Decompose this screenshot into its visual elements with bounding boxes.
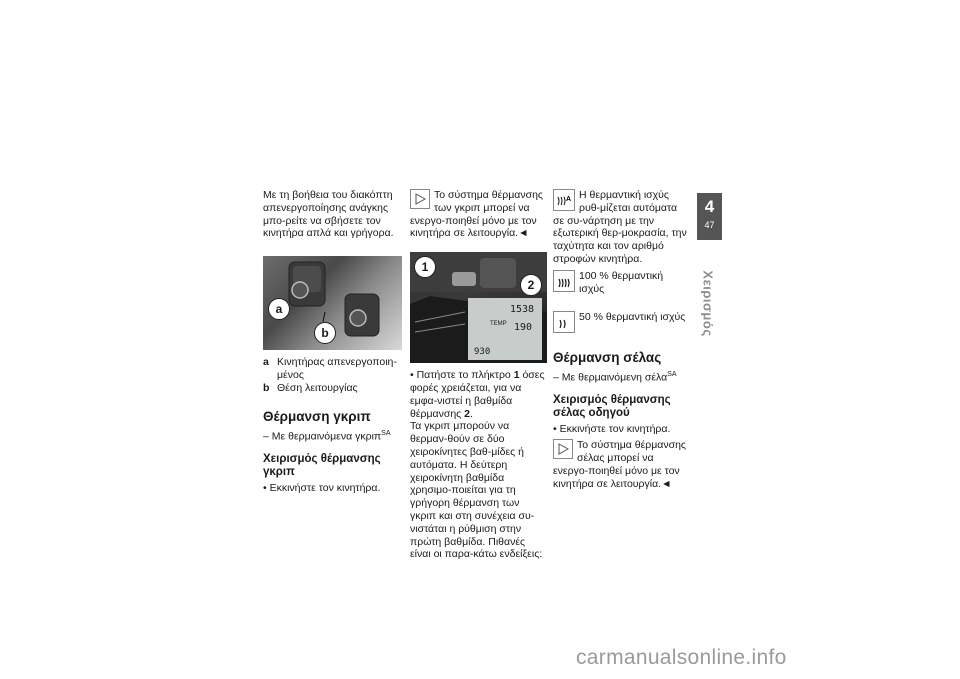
watermark: carmanualsonline.info bbox=[576, 646, 787, 669]
auto-heating-icon bbox=[553, 189, 575, 211]
photo-legend bbox=[263, 356, 406, 394]
heading-heated-grips: Θέρμανση γκριπ bbox=[263, 408, 371, 424]
subheading-operate-grips: Χειρισμός θέρμανσης γκριπ bbox=[263, 452, 381, 478]
dash-odometer: 1538 bbox=[510, 304, 535, 316]
legend-text-b: Θέση λειτουργίας bbox=[277, 381, 358, 394]
column-3 bbox=[553, 189, 691, 490]
page-number: 47 bbox=[704, 220, 715, 230]
seat-note-text: Το σύστημα θέρμανσης σέλας μπορεί να ενεργο-ποιηθεί μόνο με τον κινητήρα σε λειτουργία.◄ bbox=[553, 439, 686, 490]
column-2 bbox=[410, 189, 547, 561]
press-ref-2: 2 bbox=[464, 407, 471, 420]
press-text-c: . bbox=[470, 407, 473, 420]
dash-trip: 930 bbox=[474, 347, 491, 358]
svg-text:A: A bbox=[566, 196, 572, 203]
note-icon-seat bbox=[553, 439, 573, 459]
grip-switch-dashboard-photo bbox=[410, 252, 547, 363]
callout-b: b bbox=[314, 322, 336, 344]
bullet-start-engine-seat: • Εκκινήστε τον κινητήρα. bbox=[553, 423, 671, 436]
sa-badge-seat: SA bbox=[667, 371, 677, 379]
chapter-tab bbox=[697, 193, 722, 240]
level-50-text: 50 % θερμαντική ισχύς bbox=[579, 311, 686, 324]
note-icon bbox=[410, 189, 430, 209]
callout-a: a bbox=[268, 298, 290, 320]
level-100-text: 100 % θερμαντική ισχύς bbox=[579, 269, 664, 295]
heading-heated-seat: Θέρμανση σέλας bbox=[553, 350, 662, 366]
legend-key-b: b bbox=[263, 381, 270, 394]
seat-equipment-text: – Με θερμαινόμενη σέλα bbox=[553, 371, 668, 384]
legend-text-a: Κινητήρας απενεργοποιη-μένος bbox=[277, 356, 397, 381]
kill-switch-intro: Με τη βοήθεια του διακόπτη απενεργοποίησης ανάγκης μπο-ρείτε να σβήσετε τον κινητήρα απλά και γρήγορα. bbox=[263, 189, 394, 240]
grips-note bbox=[410, 189, 547, 240]
press-text-a: • Πατήστε το πλήκτρο bbox=[410, 369, 514, 382]
kill-switch-photo bbox=[263, 256, 402, 350]
subheading-operate-seat: Χειρισμός θέρμανσης σέλας οδηγού bbox=[553, 394, 671, 420]
auto-level-item bbox=[553, 189, 691, 266]
dash-temp-label: TEMP bbox=[490, 321, 507, 328]
callout-2: 2 bbox=[520, 274, 542, 296]
level-100-item bbox=[553, 270, 691, 296]
callout-1: 1 bbox=[414, 256, 436, 278]
dash-temp-value: 190 bbox=[514, 322, 533, 334]
seat-equipment-line bbox=[553, 369, 691, 384]
level-50-item bbox=[553, 311, 691, 324]
chapter-number: 4 bbox=[704, 197, 715, 216]
grips-equipment-text: – Με θερμαινόμενα γκριπ bbox=[263, 430, 382, 443]
heating-50-icon bbox=[553, 311, 575, 333]
seat-note bbox=[553, 439, 691, 490]
grips-levels-body: Τα γκριπ μπορούν να θερμαν-θούν σε δύο χειροκίνητες βαθ-μίδες ή αυτόματα. Η δεύτερη χειροκίνητη βαθμίδα χρησιμο-ποιείται για τη γρήγορη θέρμανση των γκριπ και στη συνέχεια συ-νιστάται η ρύθμιση στην πρώτη βαθμίδα. Πιθανές είναι οι παρα-κάτω ενδείξεις: bbox=[410, 420, 543, 561]
auto-level-text: Η θερμαντική ισχύς ρυθ-μίζεται αυτόματα σε συ-νάρτηση με την εξωτερική θερ-μοκρασία, την ταχύτητα και τον αριθμό στροφών κινητήρα. bbox=[553, 189, 687, 265]
bullet-start-engine: • Εκκινήστε τον κινητήρα. bbox=[263, 481, 381, 494]
bullet-press-button bbox=[410, 369, 547, 420]
column-1 bbox=[263, 189, 406, 495]
legend-key-a: a bbox=[263, 356, 269, 369]
grips-equipment-line bbox=[263, 428, 406, 443]
chapter-side-label: Χειρισμός bbox=[700, 270, 716, 337]
press-ref-1: 1 bbox=[513, 369, 520, 382]
sa-badge: SA bbox=[381, 429, 391, 437]
press-text-b: όσες φορές χρειάζεται, για να εμφα-νιστεί η βαθμίδα θέρμανσης bbox=[410, 369, 545, 420]
grips-note-text: Το σύστημα θέρμανσης των γκριπ μπορεί να ενεργο-ποιηθεί μόνο με τον κινητήρα σε λειτουργία.◄ bbox=[410, 189, 543, 240]
heating-100-icon bbox=[553, 270, 575, 292]
